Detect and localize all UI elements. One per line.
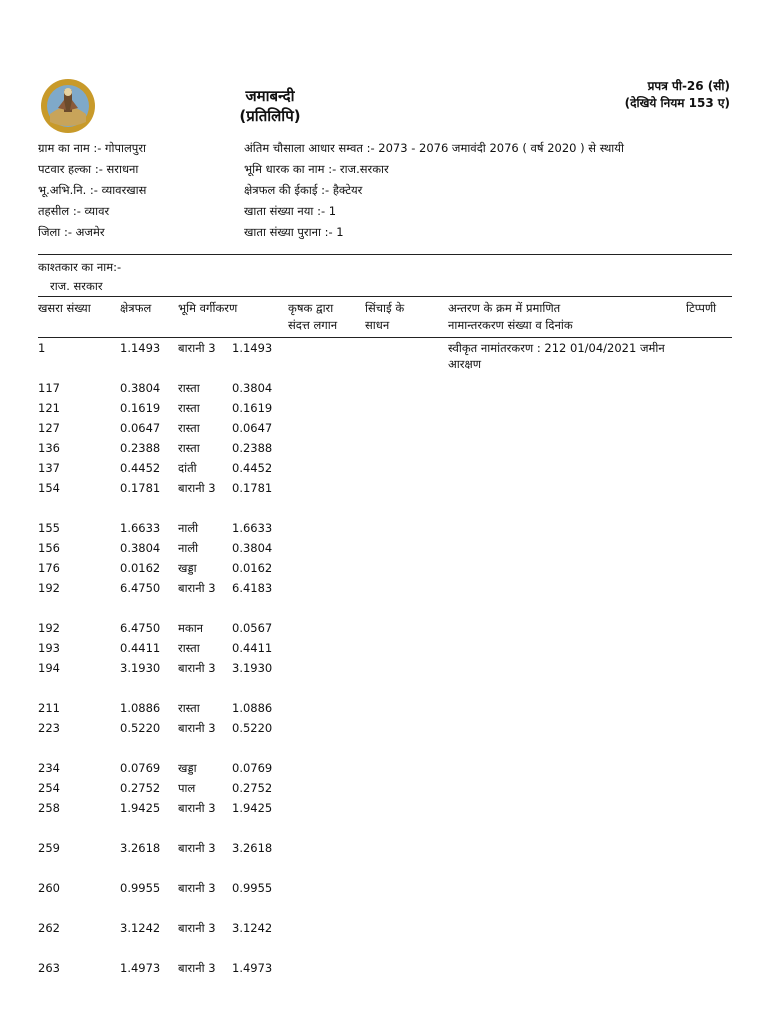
table-row <box>0 440 768 460</box>
title-copy: (प्रतिलिपि) <box>239 107 301 125</box>
table-row <box>0 880 768 920</box>
area-cell: 1.9425 <box>120 801 161 815</box>
table-row <box>0 540 768 560</box>
government-seal-logo <box>40 78 96 134</box>
classification-cell: बारानी 3 <box>178 841 216 855</box>
classification-cell: बारानी 3 <box>178 581 216 595</box>
sub-area-cell: 1.6633 <box>232 521 273 535</box>
khasra-cell: 176 <box>38 561 60 575</box>
classification-cell: बारानी 3 <box>178 921 216 935</box>
form-reference <box>625 78 730 112</box>
classification-cell: रास्ता <box>178 701 200 715</box>
sub-area-cell: 0.3804 <box>232 541 273 555</box>
header-irrigation-line1: सिंचाई के <box>365 301 405 315</box>
sub-area-cell: 1.4973 <box>232 961 273 975</box>
sub-area-cell: 0.0162 <box>232 561 273 575</box>
khasra-cell: 262 <box>38 921 60 935</box>
header-rent-line1: कृषक द्वारा <box>288 301 334 315</box>
table-row <box>0 480 768 520</box>
khasra-cell: 223 <box>38 721 60 735</box>
cultivator-name: राज. सरकार <box>50 279 103 293</box>
classification-cell: रास्ता <box>178 641 200 655</box>
area-cell: 0.0769 <box>120 761 161 775</box>
sub-area-cell: 3.1242 <box>232 921 273 935</box>
classification-cell: दांती <box>178 461 197 475</box>
area-cell: 1.0886 <box>120 701 161 715</box>
classification-cell: बारानी 3 <box>178 661 216 675</box>
area-cell: 0.4411 <box>120 641 161 655</box>
khasra-cell: 117 <box>38 381 60 395</box>
classification-cell: बारानी 3 <box>178 961 216 975</box>
area-cell: 0.2752 <box>120 781 161 795</box>
area-cell: 1.4973 <box>120 961 161 975</box>
sub-area-cell: 0.3804 <box>232 381 273 395</box>
area-cell: 0.0647 <box>120 421 161 435</box>
classification-cell: नाली <box>178 541 199 555</box>
info-khata-old: खाता संख्या पुराना :- 1 <box>244 225 344 239</box>
table-row <box>0 520 768 540</box>
sub-area-cell: 0.4452 <box>232 461 273 475</box>
rule-reference: (देखिये नियम 153 ए) <box>624 96 730 110</box>
table-row <box>0 420 768 440</box>
khasra-cell: 192 <box>38 621 60 635</box>
table-row <box>0 720 768 760</box>
table-row <box>0 560 768 580</box>
header-classification: भूमि वर्गीकरण <box>178 301 238 315</box>
info-area-unit: क्षेत्रफल की ईकाई :- हैक्टेयर <box>244 183 363 197</box>
table-row <box>0 460 768 480</box>
area-cell: 6.4750 <box>120 621 161 635</box>
sub-area-cell: 6.4183 <box>232 581 273 595</box>
divider-header <box>38 296 732 297</box>
sub-area-cell: 0.2752 <box>232 781 273 795</box>
table-row <box>0 760 768 780</box>
area-cell: 3.2618 <box>120 841 161 855</box>
khasra-cell: 193 <box>38 641 60 655</box>
khasra-cell: 234 <box>38 761 60 775</box>
area-cell: 1.1493 <box>120 341 161 355</box>
khasra-cell: 258 <box>38 801 60 815</box>
table-row <box>0 580 768 620</box>
table-row <box>0 920 768 960</box>
khasra-cell: 155 <box>38 521 60 535</box>
khasra-cell: 192 <box>38 581 60 595</box>
info-patwar-halka: पटवार हल्का :- सराधना <box>38 162 139 176</box>
header-irrigation <box>365 300 404 334</box>
khasra-cell: 156 <box>38 541 60 555</box>
khasra-cell: 154 <box>38 481 60 495</box>
sub-area-cell: 0.5220 <box>232 721 273 735</box>
table-row <box>0 660 768 700</box>
table-row <box>0 840 768 880</box>
area-cell: 0.1619 <box>120 401 161 415</box>
area-cell: 0.9955 <box>120 881 161 895</box>
classification-cell: रास्ता <box>178 381 200 395</box>
classification-cell: मकान <box>178 621 204 635</box>
cultivator-label: काश्तकार का नाम:- <box>38 260 122 274</box>
area-cell: 3.1930 <box>120 661 161 675</box>
khasra-cell: 194 <box>38 661 60 675</box>
sub-area-cell: 0.1781 <box>232 481 273 495</box>
document-title <box>200 86 340 126</box>
area-cell: 0.2388 <box>120 441 161 455</box>
table-row <box>0 400 768 420</box>
khasra-cell: 263 <box>38 961 60 975</box>
info-khata-new: खाता संख्या नया :- 1 <box>244 204 337 218</box>
khasra-cell: 259 <box>38 841 60 855</box>
sub-area-cell: 1.0886 <box>232 701 273 715</box>
classification-cell: रास्ता <box>178 401 200 415</box>
khasra-cell: 127 <box>38 421 60 435</box>
table-row <box>0 640 768 660</box>
sub-area-cell: 3.1930 <box>232 661 273 675</box>
header-khasra: खसरा संख्या <box>38 301 91 315</box>
khasra-cell: 260 <box>38 881 60 895</box>
info-land-record-inspector: भू.अभि.नि. :- व्यावरखास <box>38 183 147 197</box>
info-village: ग्राम का नाम :- गोपालपुरा <box>38 141 147 155</box>
area-cell: 6.4750 <box>120 581 161 595</box>
form-number: प्रपत्र पी-26 (सी) <box>647 79 730 93</box>
info-base-year: अंतिम चौसाला आधार सम्वत :- 2073 - 2076 जमावंदी 2076 ( वर्ष 2020 ) से स्थायी <box>244 141 624 155</box>
khasra-cell: 254 <box>38 781 60 795</box>
sub-area-cell: 0.0567 <box>232 621 273 635</box>
remark-cell: स्वीकृत नामांतरकरण : 212 01/04/2021 जमीन आरक्षण <box>448 341 665 371</box>
sub-area-cell: 0.0769 <box>232 761 273 775</box>
sub-area-cell: 0.4411 <box>232 641 273 655</box>
classification-cell: बारानी 3 <box>178 481 216 495</box>
classification-cell: बारानी 3 <box>178 341 216 355</box>
khasra-cell: 1 <box>38 341 46 355</box>
header-irrigation-line2: साधन <box>365 318 390 332</box>
khasra-cell: 137 <box>38 461 60 475</box>
sub-area-cell: 3.2618 <box>232 841 273 855</box>
classification-cell: बारानी 3 <box>178 881 216 895</box>
khasra-cell: 121 <box>38 401 60 415</box>
area-cell: 0.0162 <box>120 561 161 575</box>
classification-cell: खड्डा <box>178 761 197 775</box>
classification-cell: बारानी 3 <box>178 721 216 735</box>
table-row <box>0 800 768 840</box>
table-row <box>0 380 768 400</box>
area-cell: 0.3804 <box>120 381 161 395</box>
divider-table-body <box>38 337 732 338</box>
title-jamabandi: जमाबन्दी <box>245 87 295 105</box>
header-rent-line2: संदत्त लगान <box>288 318 338 332</box>
sub-area-cell: 0.0647 <box>232 421 273 435</box>
classification-cell: रास्ता <box>178 441 200 455</box>
sub-area-cell: 1.1493 <box>232 341 273 355</box>
khasra-cell: 136 <box>38 441 60 455</box>
classification-cell: नाली <box>178 521 199 535</box>
sub-area-cell: 0.9955 <box>232 881 273 895</box>
area-cell: 0.4452 <box>120 461 161 475</box>
table-body <box>0 340 768 1000</box>
header-mutation <box>448 300 573 334</box>
table-row <box>0 620 768 640</box>
classification-cell: पाल <box>178 781 196 795</box>
info-tehsil: तहसील :- व्यावर <box>38 204 110 218</box>
classification-cell: रास्ता <box>178 421 200 435</box>
khasra-cell: 211 <box>38 701 60 715</box>
sub-area-cell: 1.9425 <box>232 801 273 815</box>
sub-area-cell: 0.2388 <box>232 441 273 455</box>
area-cell: 0.1781 <box>120 481 161 495</box>
sub-area-cell: 0.1619 <box>232 401 273 415</box>
divider-top <box>38 254 732 255</box>
header-area: क्षेत्रफल <box>120 301 152 315</box>
header-remarks: टिप्पणी <box>686 301 717 315</box>
classification-cell: खड्डा <box>178 561 197 575</box>
info-land-holder: भूमि धारक का नाम :- राज.सरकार <box>244 162 389 176</box>
area-cell: 0.3804 <box>120 541 161 555</box>
header-mutation-line2: नामान्तरकरण संख्या व दिनांक <box>448 318 573 332</box>
classification-cell: बारानी 3 <box>178 801 216 815</box>
header-rent <box>288 300 337 334</box>
area-cell: 1.6633 <box>120 521 161 535</box>
table-row <box>0 780 768 800</box>
table-row <box>0 960 768 1000</box>
table-row <box>0 700 768 720</box>
area-cell: 3.1242 <box>120 921 161 935</box>
area-cell: 0.5220 <box>120 721 161 735</box>
header-mutation-line1: अन्तरण के क्रम में प्रमाणित <box>448 301 561 315</box>
table-row <box>0 340 768 380</box>
info-district: जिला :- अजमेर <box>38 225 105 239</box>
